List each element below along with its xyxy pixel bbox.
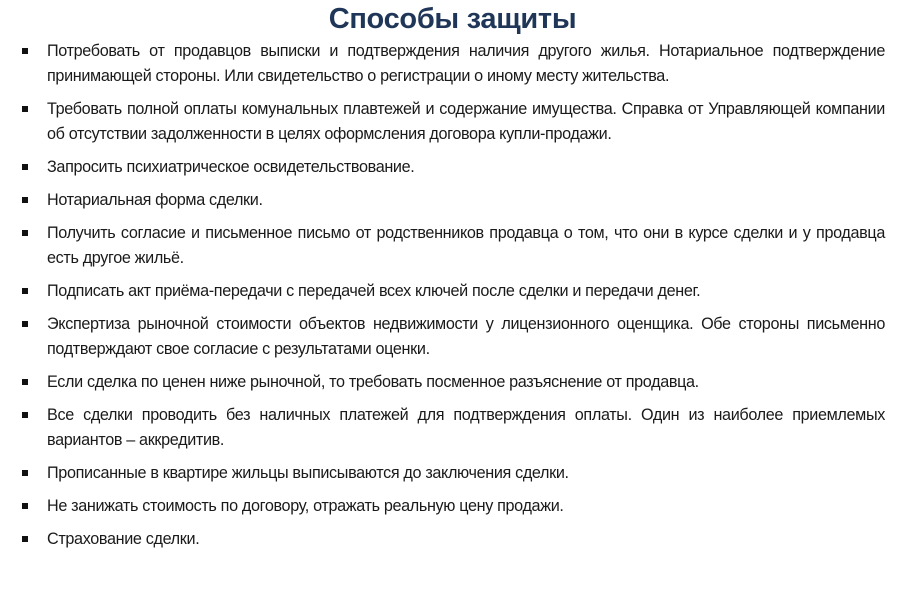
- list-item: [0, 39, 905, 89]
- list-item-text: Потребовать от продавцов выписки и подтверждения наличия другого жилья. Нотариальное подтверждение принимающей стороны. Или свидетельство о регистрации о иному месту жительства.: [47, 42, 885, 85]
- list-item: [0, 312, 905, 362]
- square-bullet-icon: [22, 503, 28, 509]
- list-item-text: Нотариальная форма сделки.: [47, 191, 263, 209]
- list-item-text: Запросить психиатрическое освидетельствование.: [47, 158, 415, 176]
- square-bullet-icon: [22, 470, 28, 476]
- list-item: [0, 461, 905, 486]
- square-bullet-icon: [22, 106, 28, 112]
- square-bullet-icon: [22, 412, 28, 418]
- list-item: [0, 188, 905, 213]
- list-item-text: Прописанные в квартире жильцы выписываются до заключения сделки.: [47, 464, 569, 482]
- list-item: [0, 527, 905, 552]
- list-item: [0, 97, 905, 147]
- list-item-text: Все сделки проводить без наличных платежей для подтверждения оплаты. Один из наиболее приемлемых вариантов – аккредитив.: [47, 406, 885, 449]
- list-item: [0, 221, 905, 271]
- square-bullet-icon: [22, 379, 28, 385]
- slide-title: Способы защиты: [328, 3, 577, 35]
- protection-methods-list: [0, 39, 905, 560]
- square-bullet-icon: [22, 48, 28, 54]
- list-item-text: Страхование сделки.: [47, 530, 200, 548]
- square-bullet-icon: [22, 197, 28, 203]
- square-bullet-icon: [22, 536, 28, 542]
- list-item-text: Не занижать стоимость по договору, отражать реальную цену продажи.: [47, 497, 564, 515]
- square-bullet-icon: [22, 164, 28, 170]
- square-bullet-icon: [22, 288, 28, 294]
- list-item: [0, 494, 905, 519]
- square-bullet-icon: [22, 321, 28, 327]
- list-item-text: Получить согласие и письменное письмо от родственников продавца о том, что они в курсе сделки и у продавца есть другое жильё.: [47, 224, 885, 267]
- list-item-text: Если сделка по ценен ниже рыночной, то требовать посменное разъяснение от продавца.: [47, 373, 699, 391]
- list-item-text: Подписать акт приёма-передачи с передачей всех ключей после сделки и передачи денег.: [47, 282, 701, 300]
- list-item: [0, 279, 905, 304]
- list-item: [0, 370, 905, 395]
- list-item: [0, 155, 905, 180]
- list-item-text: Требовать полной оплаты комунальных плавтежей и содержание имущества. Справка от Управляющей компании об отсутствии задолженности в целях оформсления договора купли-продажи.: [47, 100, 885, 143]
- list-item: [0, 403, 905, 453]
- square-bullet-icon: [22, 230, 28, 236]
- list-item-text: Экспертиза рыночной стоимости объектов недвижимости у лицензионного оценщика. Обе стороны письменно подтверждают свое согласие с результатами оценки.: [47, 315, 885, 358]
